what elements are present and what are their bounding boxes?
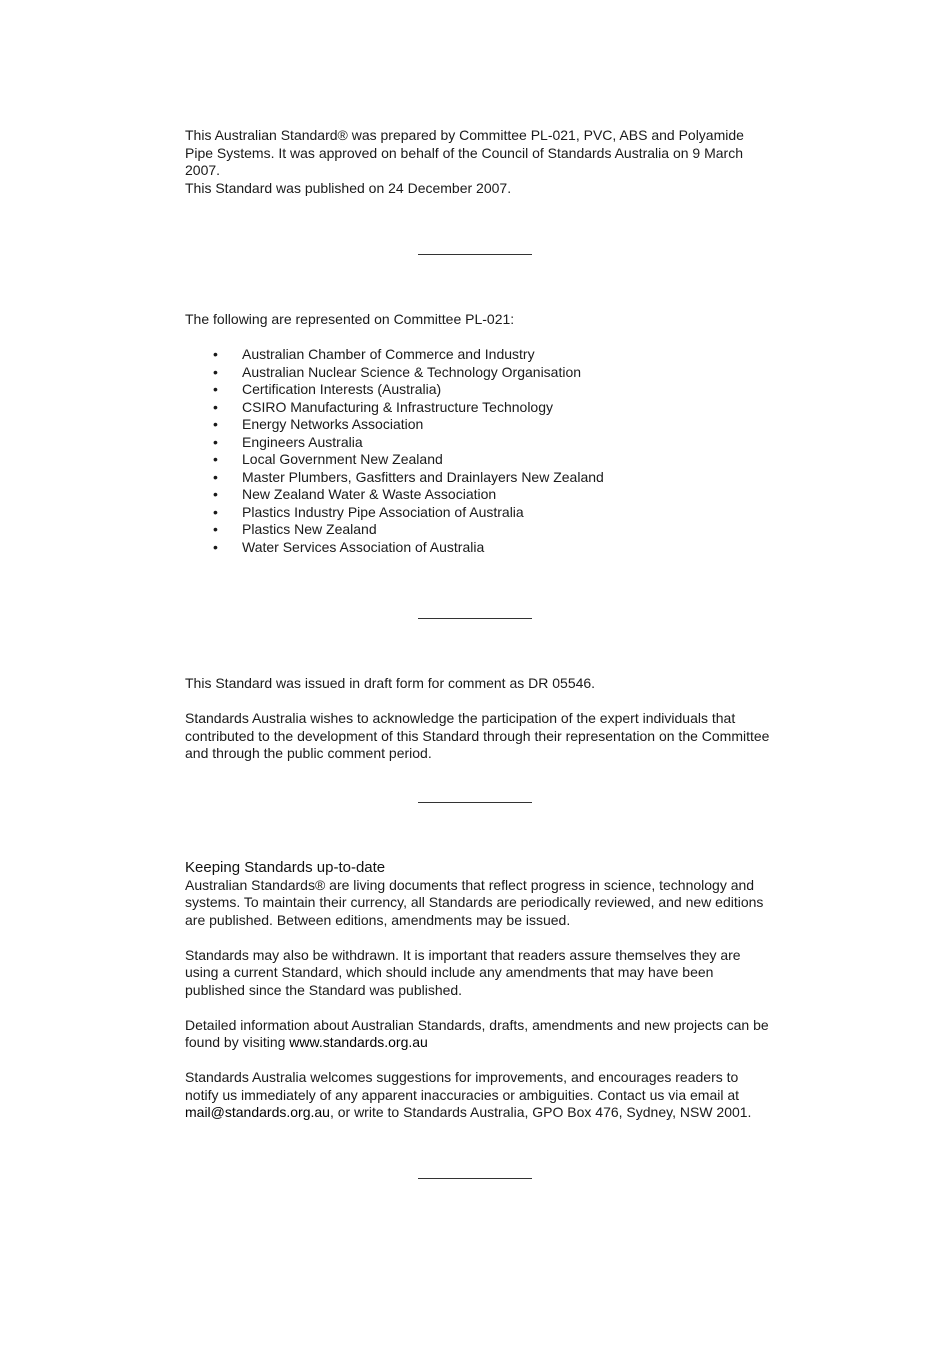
document-page [185, 127, 770, 1179]
list-item: • Engineers Australia [213, 433, 363, 450]
living-documents-paragraph: Australian Standards® are living documents that reflect progress in science, technology and systems. To maintain their currency, all Standards are periodically reviewed, and new editions are published. Between editions, amendments may be issued. [185, 876, 764, 928]
list-item: • Certification Interests (Australia) [213, 381, 442, 397]
list-item: • CSIRO Manufacturing & Infrastructure Technology [213, 398, 554, 415]
bullet-icon: • [213, 416, 218, 432]
bullet-icon: • [213, 486, 218, 502]
draft-issued-statement: This Standard was issued in draft form for comment as DR 05546. [185, 675, 596, 691]
committee-member-list [185, 346, 770, 556]
bullet-icon: • [213, 363, 218, 380]
bullet-icon: • [213, 521, 218, 537]
list-item: • Plastics New Zealand [213, 521, 377, 537]
welcome-paragraph: Standards Australia welcomes suggestions for improvements, and encourages readers to notify us immediately of any apparent inaccuracies or ambiguities. Contact us via email at mail@standards.org.au, or write to Standards Australia, GPO Box 476, Sydney, NSW 2001. [185, 1069, 752, 1120]
published-statement: This Standard was published on 24 December 2007. [185, 179, 512, 196]
detailed-info-paragraph: Detailed information about Australian Standards, drafts, amendments and new projects can be found by visiting www.standards.org.au [185, 1016, 769, 1050]
list-item: • Master Plumbers, Gasfitters and Drainlayers New Zealand [213, 468, 604, 485]
bullet-icon: • [213, 381, 218, 397]
acknowledgement-paragraph: Standards Australia wishes to acknowledge the participation of the expert individuals that contributed to the development of this Standard through their representation on the Committee and through the public comment period. [185, 710, 770, 761]
list-item: • Australian Nuclear Science & Technology Organisation [213, 363, 582, 380]
list-item: • Water Services Association of Australia [213, 538, 485, 555]
bullet-icon: • [213, 346, 218, 362]
bullet-icon: • [213, 503, 218, 520]
bullet-icon: • [213, 398, 218, 415]
bullet-icon: • [213, 451, 218, 467]
email-link[interactable]: mail@standards.org.au [185, 1104, 330, 1120]
bullet-icon: • [213, 433, 218, 450]
list-item: • New Zealand Water & Waste Association [213, 486, 497, 502]
bullet-icon: • [213, 538, 218, 555]
website-link[interactable]: www.standards.org.au [289, 1034, 428, 1050]
list-item: • Local Government New Zealand [213, 451, 443, 467]
withdrawn-paragraph: Standards may also be withdrawn. It is important that readers assure themselves they are using a current Standard, which should include any amendments that may have been published since the Standard was published. [185, 946, 741, 998]
committee-lead: The following are represented on Committee PL-021: [185, 311, 515, 327]
section-divider [418, 1178, 532, 1179]
section-heading: Keeping Standards up-to-date [185, 858, 386, 876]
list-item: • Energy Networks Association [213, 416, 424, 432]
prepared-statement: This Australian Standard® was prepared by Committee PL-021, PVC, ABS and Polyamide Pipe Systems. It was approved on behalf of the Council of Standards Australia on 9 March 2007. [185, 127, 744, 178]
bullet-icon: • [213, 468, 218, 485]
list-item: • Plastics Industry Pipe Association of Australia [213, 503, 524, 520]
list-item: • Australian Chamber of Commerce and Industry [213, 346, 535, 362]
